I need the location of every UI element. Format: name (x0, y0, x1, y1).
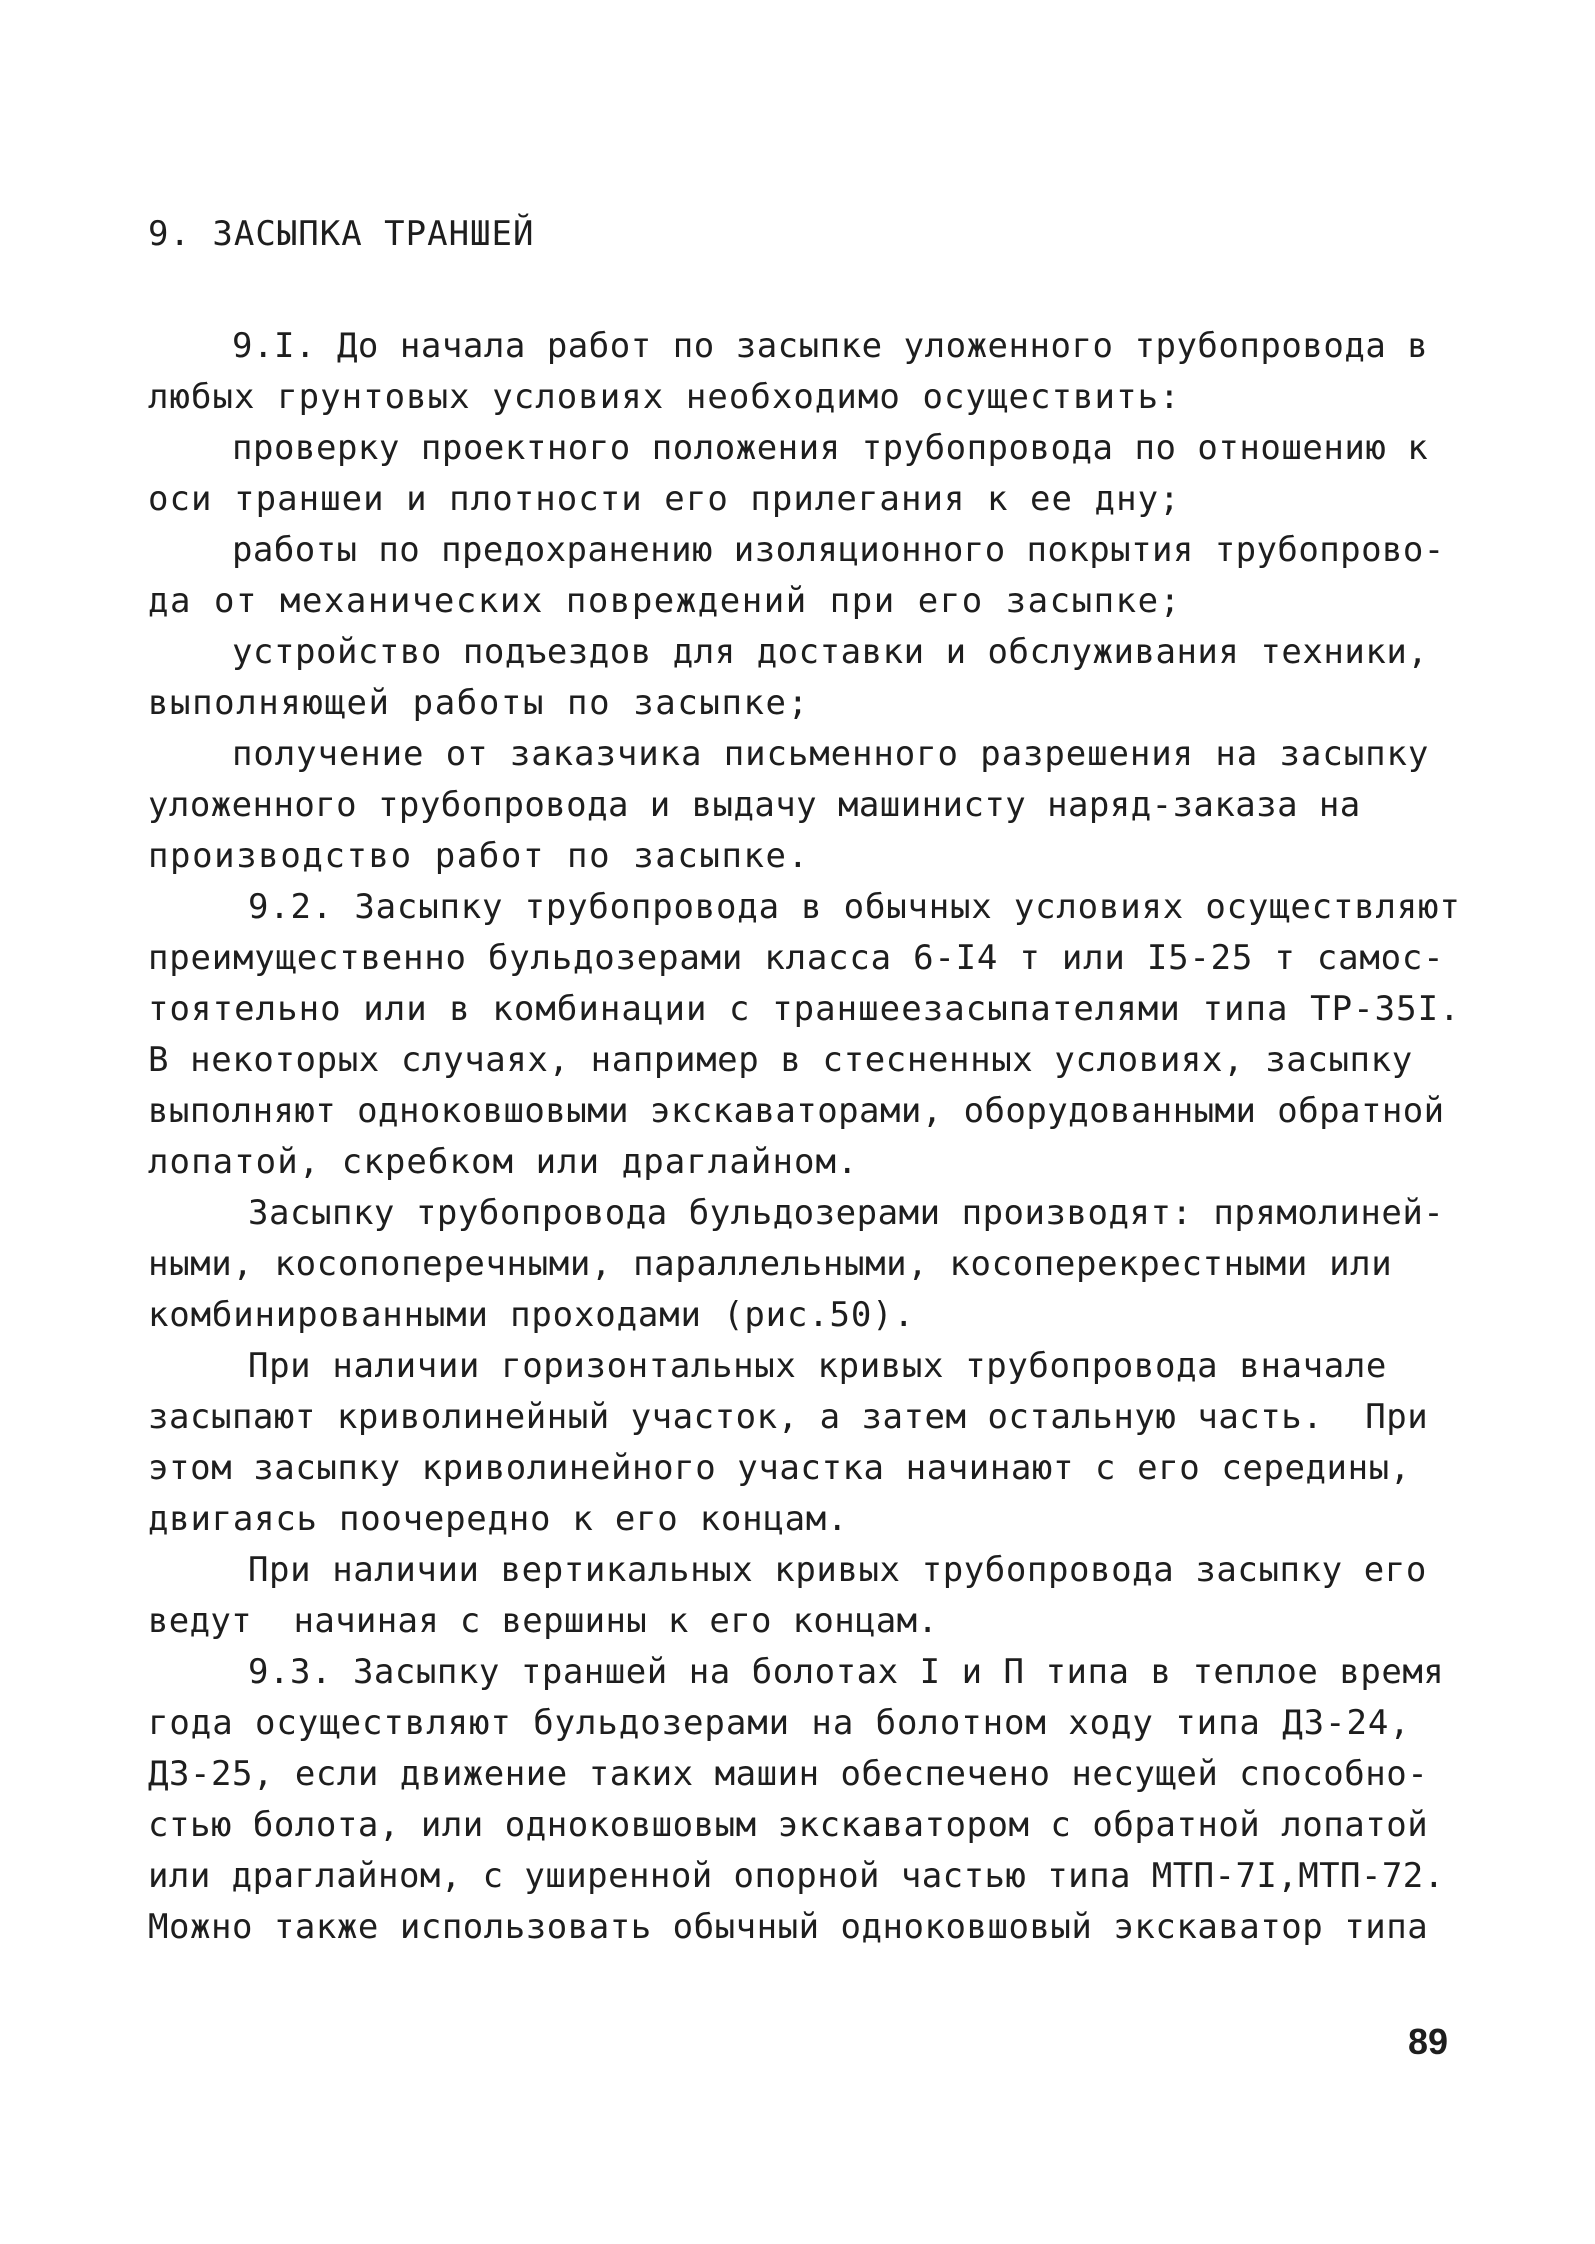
text-line: устройство подъездов для доставки и обслуживания техники, (232, 632, 1429, 672)
text-line: да от механических повреждений при его засыпке; (148, 581, 1182, 621)
text-line: При наличии вертикальных кривых трубопровода засыпку его (248, 1550, 1427, 1590)
text-line: производство работ по засыпке. (148, 836, 810, 876)
text-line: засыпают криволинейный участок, а затем остальную часть. При (148, 1397, 1429, 1437)
page-number: 89 (1408, 2021, 1449, 2062)
text-line: работы по предохранению изоляционного покрытия трубопрово- (232, 530, 1445, 570)
text-line: Засыпку трубопровода бульдозерами производят: прямолиней- (248, 1193, 1445, 1233)
text-line: ведут начиная с вершины к его концам. (148, 1601, 939, 1641)
text-line: ДЗ-25, если движение таких машин обеспечено несущей способно- (148, 1754, 1429, 1794)
text-line: стью болота, или одноковшовым экскаватором с обратной лопатой (148, 1805, 1429, 1845)
text-line: проверку проектного положения трубопровода по отношению к (232, 428, 1429, 468)
text-line: выполняющей работы по засыпке; (148, 683, 810, 723)
text-line: преимущественно бульдозерами класса 6-I4 т или I5-25 т самос- (148, 938, 1445, 978)
text-line: ными, косопоперечными, параллельными, косоперекрестными или (148, 1244, 1393, 1284)
text-line: Можно также использовать обычный одноковшовый экскаватор типа (148, 1907, 1429, 1947)
text-line: комбинированными проходами (рис.50). (148, 1295, 915, 1335)
text-line: или драглайном, с уширенной опорной частью типа МТП-7I,МТП-72. (148, 1856, 1445, 1896)
text-line: получение от заказчика письменного разрешения на засыпку (232, 734, 1430, 774)
section-heading: 9. ЗАСЫПКА ТРАНШЕЙ (148, 214, 535, 254)
text-line: 9.I. До начала работ по засыпке уложенного трубопровода в (232, 326, 1429, 366)
text-line: 9.3. Засыпку траншей на болотах I и П типа в теплое время (248, 1652, 1445, 1692)
text-line: При наличии горизонтальных кривых трубопровода вначале (248, 1346, 1388, 1386)
text-line: года осуществляют бульдозерами на болотном ходу типа ДЗ-24, (148, 1703, 1411, 1743)
text-line: лопатой, скребком или драглайном. (148, 1142, 859, 1182)
text-line: выполняют одноковшовыми экскаваторами, оборудованными обратной (148, 1091, 1445, 1131)
text-line: уложенного трубопровода и выдачу машинисту наряд-заказа на (148, 785, 1361, 825)
text-line: тоятельно или в комбинации с траншеезасыпателями типа ТР-35I. (148, 989, 1461, 1029)
text-line: этом засыпку криволинейного участка начинают с его середины, (148, 1448, 1411, 1488)
text-line: двигаясь поочередно к его концам. (148, 1499, 849, 1539)
text-line: оси траншеи и плотности его прилегания к ее дну; (148, 479, 1181, 519)
text-line: 9.2. Засыпку трубопровода в обычных условиях осуществляют (248, 887, 1461, 927)
text-line: В некоторых случаях, например в стесненных условиях, засыпку (148, 1040, 1413, 1080)
text-line: любых грунтовых условиях необходимо осуществить: (148, 377, 1181, 417)
